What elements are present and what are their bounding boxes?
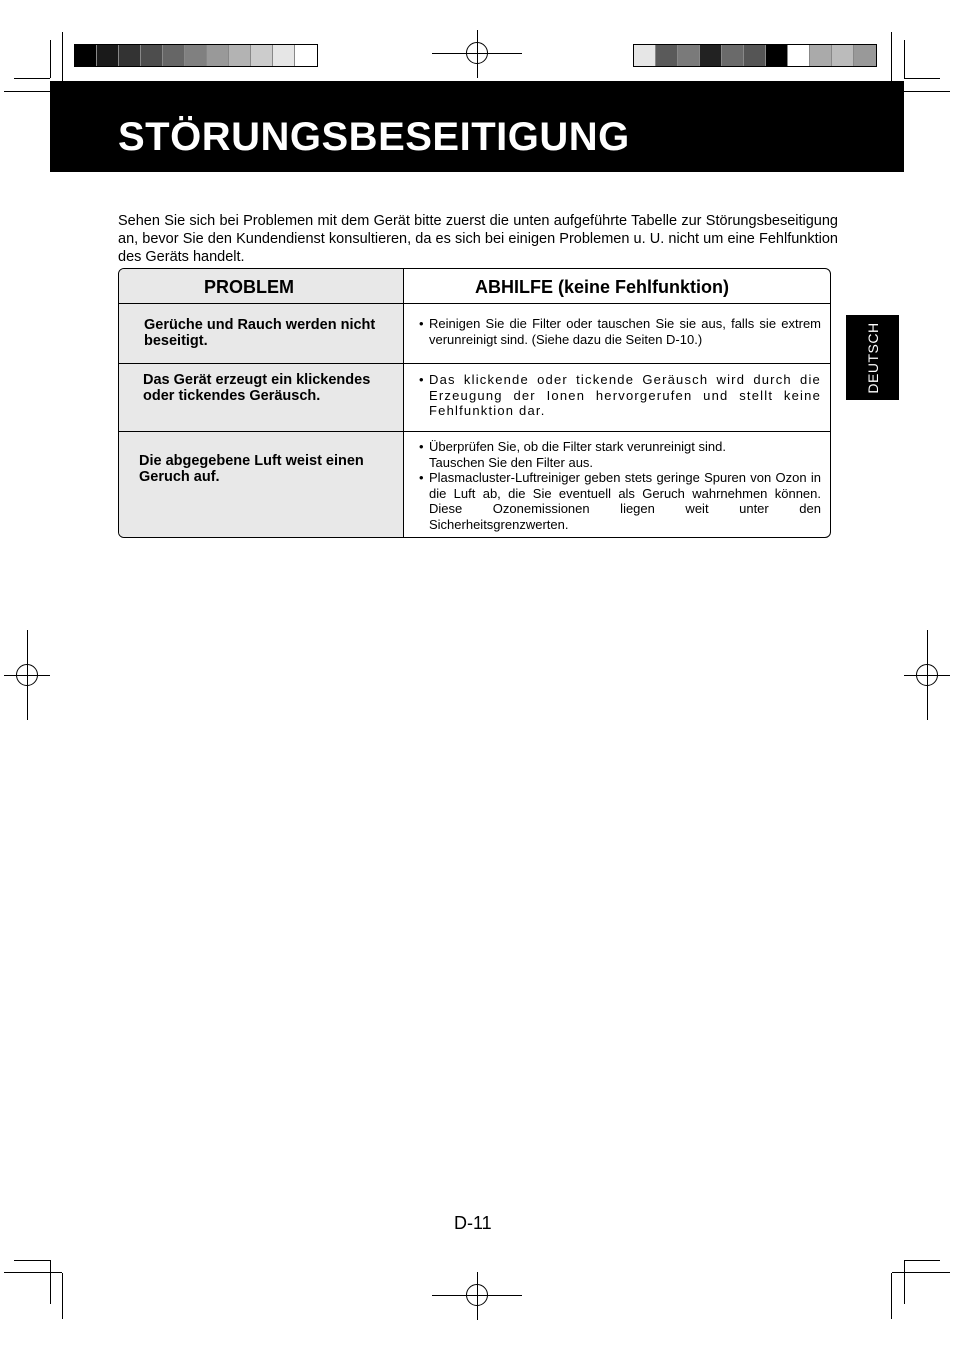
color-swatch [163,45,185,66]
color-swatch [854,45,876,66]
color-swatch [251,45,273,66]
remedy-item: • Das klickende oder tickende Geräusch wird durch die Erzeugung der Ionen hervorgerufen und stellt keine Fehlfunktion dar. [419,372,821,419]
color-swatch [119,45,141,66]
table-row-remedy [419,316,821,347]
color-swatch [229,45,251,66]
color-swatch [700,45,722,66]
remedy-item: • Plasmacluster-Luftreiniger geben stets geringe Spuren von Ozon in die Luft ab, die Sie eventuell als Geruch wahrnehmen können. Diese Ozonemissionen liegen weit unter den Sicherheitsgrenzwerten. [419,470,821,532]
intro-paragraph: Sehen Sie sich bei Problemen mit dem Gerät bitte zuerst die unten aufgeführte Tabelle zur Störungsbeseitigung an, bevor Sie den Kundendienst konsultieren, da es sich bei einigen Problemen u. U. nicht um eine Fehlfunktion des Geräts handelt. [118,213,838,265]
table-row-problem: Das Gerät erzeugt ein klickendes oder tickendes Geräusch. [143,372,371,404]
color-swatch [295,45,317,66]
table-divider [119,303,830,304]
color-bar-left [74,44,318,67]
color-bar-right [633,44,877,67]
color-swatch [141,45,163,66]
color-swatch [766,45,788,66]
color-swatch [810,45,832,66]
language-tab-label: DEUTSCH [864,321,881,394]
header-problem: PROBLEM [204,277,294,297]
troubleshooting-table [118,268,831,538]
color-swatch [832,45,854,66]
table-row-problem: Die abgegebene Luft weist einen Geruch auf. [139,453,364,485]
language-tab [846,315,899,400]
table-divider [119,431,830,432]
color-swatch [722,45,744,66]
color-swatch [97,45,119,66]
table-row-problem: Gerüche und Rauch werden nicht beseitigt. [144,317,376,349]
title-bar [50,81,904,172]
table-row-remedy [419,372,821,419]
remedy-item: • Überprüfen Sie, ob die Filter stark verunreinigt sind. Tauschen Sie den Filter aus. [419,439,729,470]
color-swatch [185,45,207,66]
color-swatch [678,45,700,66]
color-swatch [744,45,766,66]
header-remedy: ABHILFE (keine Fehlfunktion) [475,277,729,297]
page-number: D-11 [454,1213,492,1233]
color-swatch [273,45,295,66]
color-swatch [75,45,97,66]
table-divider [119,363,830,364]
color-swatch [207,45,229,66]
color-swatch [788,45,810,66]
remedy-item: • Reinigen Sie die Filter oder tauschen Sie sie aus, falls sie extrem verunreinigt sind. (Siehe dazu die Seiten D-10.) [419,316,821,347]
color-swatch [634,45,656,66]
color-swatch [656,45,678,66]
page-title: STÖRUNGSBESEITIGUNG [118,115,630,159]
table-row-remedy [419,439,821,532]
